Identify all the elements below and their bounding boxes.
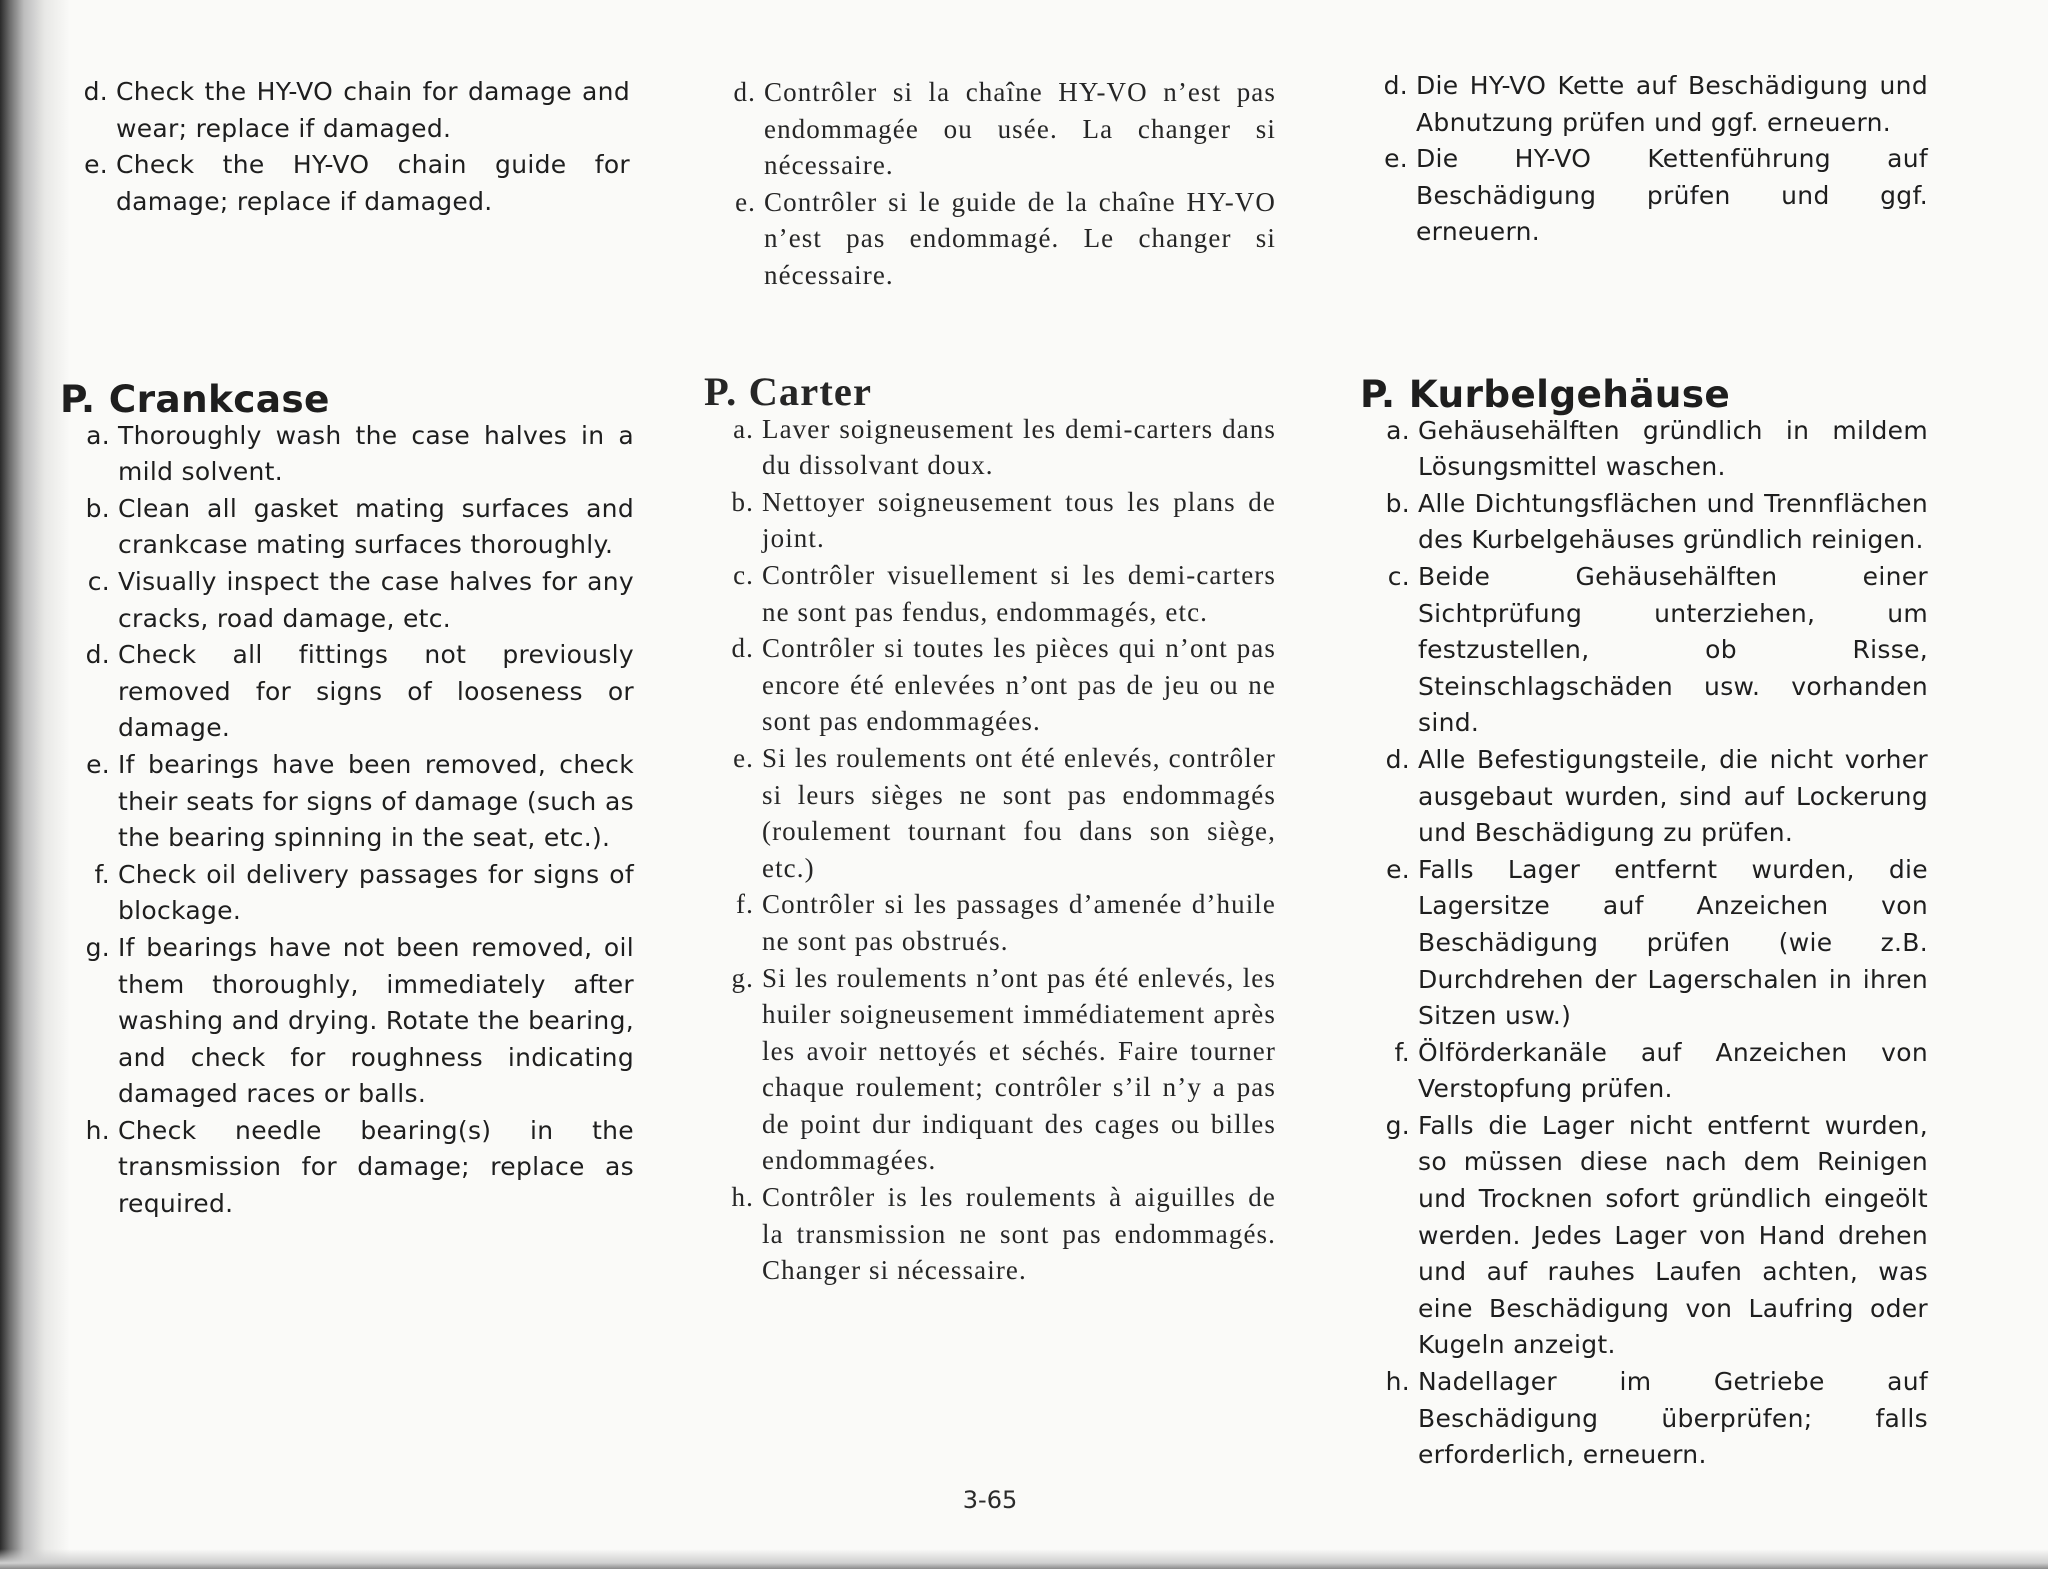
item-letter: d.	[85, 640, 110, 670]
list-item	[80, 74, 630, 147]
item-letter: g.	[1385, 1110, 1410, 1140]
item-text: Visually inspect the case halves for any cracks, road damage, etc.	[118, 566, 634, 633]
list-item	[1382, 413, 1928, 486]
list-item	[726, 1179, 1276, 1289]
item-text: Clean all gasket mating surfaces and crankcase mating surfaces thoroughly.	[118, 493, 634, 560]
list-item	[82, 564, 634, 637]
item-text: Thoroughly wash the case halves in a mild solvent.	[118, 420, 634, 487]
item-letter: g.	[85, 932, 110, 962]
item-letter: g.	[731, 962, 754, 993]
list-item	[726, 411, 1276, 484]
item-letter: d.	[1385, 744, 1410, 774]
item-letter: f.	[1394, 1037, 1410, 1067]
section-heading: P. Crankcase	[60, 377, 330, 421]
item-text: If bearings have been removed, check their seats for signs of damage (such as the bearing spinning in the seat, etc.).	[118, 749, 634, 853]
item-text: If bearings have not been removed, oil them thoroughly, immediately after washing and drying. Rotate the bearing, and check for roughness indicating damaged races or balls.	[118, 932, 634, 1109]
item-text: Check the HY-VO chain for damage and wear; replace if damaged.	[116, 77, 630, 143]
item-letter: h.	[1385, 1367, 1410, 1397]
list-item	[82, 930, 634, 1113]
item-text: Nadellager im Getriebe auf Beschädigung überprüfen; falls erforderlich, erneuern.	[1418, 1367, 1928, 1470]
item-text: Nettoyer soigneusement tous les plans de joint.	[762, 486, 1276, 554]
list-item	[82, 491, 634, 564]
item-letter: h.	[85, 1115, 110, 1145]
item-letter: f.	[736, 889, 754, 920]
list-item	[726, 630, 1276, 740]
list-item	[82, 418, 634, 491]
item-letter: b.	[731, 486, 754, 517]
item-text: Contrôler si la chaîne HY-VO n’est pas endommagée ou usée. La changer si nécessaire.	[764, 77, 1276, 181]
list-item	[726, 740, 1276, 886]
item-text: Contrôler si les passages d’amenée d’huile ne sont pas obstrués.	[762, 889, 1276, 956]
instruction-list	[60, 418, 634, 1223]
item-letter: e.	[86, 749, 110, 779]
instruction-list	[704, 411, 1276, 1289]
page-bottom-edge-shadow	[0, 1549, 2048, 1569]
french-crankcase-column	[704, 369, 1276, 1289]
item-letter: d.	[731, 633, 754, 664]
item-text: Check all fittings not previously removed for signs of looseness or damage.	[118, 640, 634, 743]
item-letter: a.	[86, 420, 110, 450]
item-text: Contrôler si toutes les pièces qui n’ont pas encore été enlevées n’ont pas de jeu ou ne sont pas endommagées.	[762, 633, 1276, 737]
list-item	[1382, 852, 1928, 1035]
item-letter: e.	[735, 186, 756, 217]
list-item	[726, 484, 1276, 557]
item-letter: e.	[84, 150, 108, 180]
item-letter: a.	[733, 413, 754, 444]
item-letter: f.	[94, 859, 110, 889]
item-letter: d.	[1383, 71, 1408, 100]
french-top-column	[728, 74, 1276, 294]
item-text: Die HY-VO Kette auf Beschädigung und Abnutzung prüfen und ggf. erneuern.	[1416, 71, 1928, 137]
item-letter: c.	[733, 559, 754, 590]
german-top-column	[1380, 68, 1928, 251]
item-text: Falls die Lager nicht entfernt wurden, so müssen diese nach dem Reinigen und Trocknen sofort gründlich eingeölt werden. Jedes Lager von Hand drehen und auf rauhes Laufen achten, was eine Beschädigung von Laufring oder Kugeln anzeigt.	[1418, 1110, 1928, 1360]
list-item	[82, 857, 634, 930]
list-item	[726, 886, 1276, 959]
list-item	[1382, 742, 1928, 852]
list-item	[82, 637, 634, 747]
list-item	[1382, 559, 1928, 742]
item-letter: b.	[85, 493, 110, 523]
item-letter: d.	[733, 77, 756, 107]
list-item	[726, 557, 1276, 630]
list-item	[1382, 1035, 1928, 1108]
item-letter: d.	[83, 77, 108, 106]
item-letter: h.	[731, 1182, 754, 1213]
item-letter: e.	[1384, 144, 1408, 174]
list-item	[726, 960, 1276, 1180]
section-heading: P. Carter	[704, 369, 873, 414]
list-item	[728, 74, 1276, 184]
item-letter: c.	[1387, 561, 1410, 591]
item-text: Ölförderkanäle auf Anzeichen von Verstopfung prüfen.	[1418, 1037, 1928, 1104]
item-letter: a.	[1386, 415, 1410, 445]
instruction-list	[1360, 413, 1928, 1474]
item-text: Si les roulements n’ont pas été enlevés, les huiler soigneusement immédiatement après les avoir nettoyés et séchés. Faire tourner chaque roulement; contrôler s’il n’y a pas de point dur indiquant des cages ou billes endommagées.	[762, 962, 1276, 1176]
item-letter: b.	[1385, 488, 1410, 518]
list-item	[1382, 486, 1928, 559]
item-text: Falls Lager entfernt wurden, die Lagersitze auf Anzeichen von Beschädigung prüfen (wie z.B. Durchdrehen der Lagerschalen in ihren Sitzen usw.)	[1418, 854, 1928, 1031]
item-text: Alle Befestigungsteile, die nicht vorher ausgebaut wurden, sind auf Lockerung und Beschädigung zu prüfen.	[1418, 744, 1928, 848]
item-text: Contrôler si le guide de la chaîne HY-VO n’est pas endommagé. Le changer si nécessaire.	[764, 186, 1276, 290]
item-letter: e.	[733, 742, 754, 773]
item-text: Check needle bearing(s) in the transmission for damage; replace as required.	[118, 1115, 634, 1219]
item-text: Contrôler is les roulements à aiguilles de la transmission ne sont pas endommagés. Changer si nécessaire.	[762, 1182, 1276, 1286]
item-text: Beide Gehäusehälften einer Sichtprüfung unterziehen, um festzustellen, ob Risse, Steinschlagschäden usw. vorhanden sind.	[1418, 561, 1928, 738]
list-item	[1382, 1108, 1928, 1364]
english-crankcase-column	[60, 377, 634, 1223]
item-text: Check the HY-VO chain guide for damage; replace if damaged.	[116, 150, 630, 216]
item-text: Si les roulements ont été enlevés, contrôler si leurs sièges ne sont pas endommagés (roulement tournant fou dans son siège, etc.)	[762, 742, 1276, 883]
list-item	[1382, 1364, 1928, 1474]
german-crankcase-column	[1360, 372, 1928, 1474]
item-text: Die HY-VO Kettenführung auf Beschädigung prüfen und ggf. erneuern.	[1416, 144, 1928, 247]
item-letter: e.	[1386, 854, 1410, 884]
list-item	[82, 1113, 634, 1223]
item-text: Check oil delivery passages for signs of blockage.	[118, 859, 634, 926]
page-number: 3-65	[962, 1486, 1018, 1514]
list-item	[1380, 141, 1928, 251]
item-text: Laver soigneusement les demi-carters dans du dissolvant doux.	[762, 413, 1276, 481]
list-item	[1380, 68, 1928, 141]
item-text: Gehäusehälften gründlich in mildem Lösungsmittel waschen.	[1418, 415, 1928, 482]
item-text: Contrôler visuellement si les demi-carters ne sont pas fendus, endommagés, etc.	[762, 559, 1276, 627]
section-heading: P. Kurbelgehäuse	[1360, 372, 1731, 416]
list-item	[728, 184, 1276, 294]
list-item	[82, 747, 634, 857]
english-top-column	[80, 74, 630, 220]
item-text: Alle Dichtungsflächen und Trennflächen des Kurbelgehäuses gründlich reinigen.	[1418, 488, 1928, 555]
list-item	[80, 147, 630, 220]
item-letter: c.	[87, 566, 110, 596]
